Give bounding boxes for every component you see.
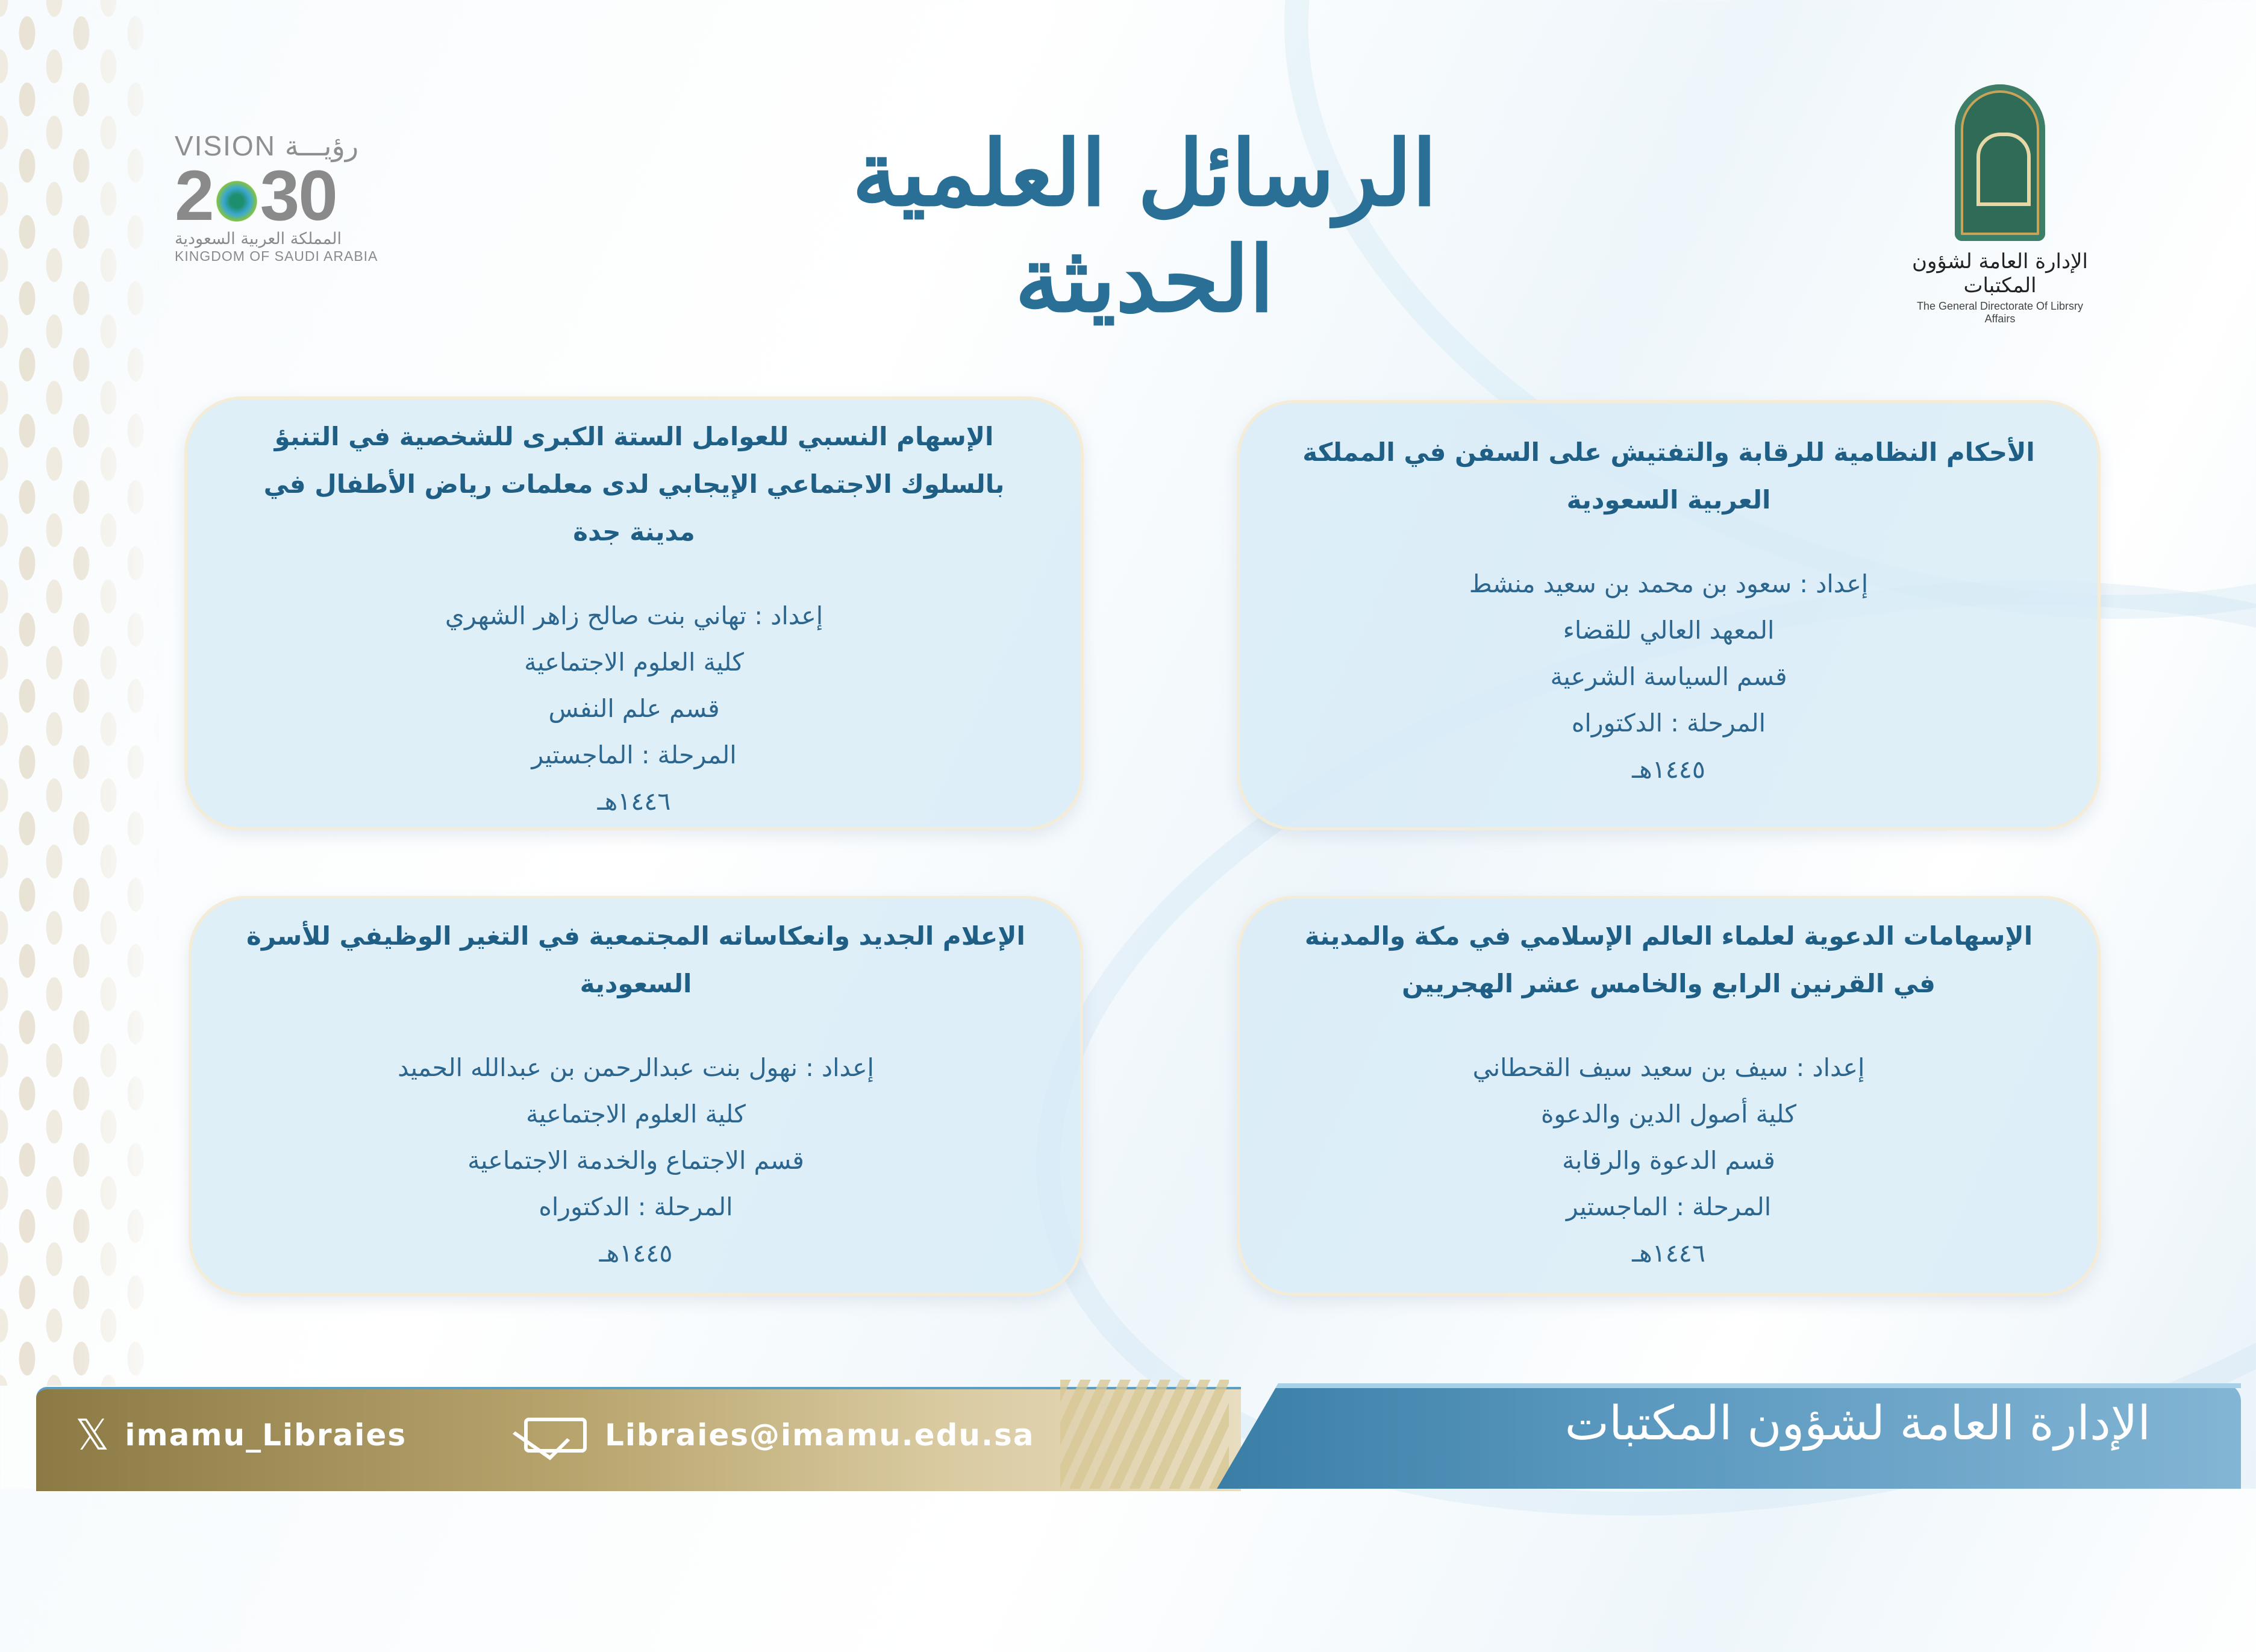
vision-logo-english: KINGDOM OF SAUDI ARABIA [175, 248, 378, 264]
thesis-department: قسم السياسة الشرعية [1550, 662, 1787, 691]
decorative-pattern [0, 0, 163, 1386]
twitter-link[interactable] [75, 1411, 407, 1459]
thesis-card [1237, 400, 2101, 830]
thesis-year: ١٤٤٥هـ [1632, 755, 1705, 784]
thesis-stage: المرحلة : الدكتوراه [1571, 709, 1766, 737]
vision-logo-arabic: المملكة العربية السعودية [175, 230, 342, 248]
university-logo-english: The General Directorate Of Librsry Affairs [1916, 300, 2084, 325]
page-title: الرسائل العلمية الحديثة [852, 120, 1437, 333]
thesis-card [189, 896, 1083, 1296]
thesis-department: قسم علم النفس [548, 694, 720, 723]
thesis-title: الإسهام النسبي للعوامل الستة الكبرى للشخصية في التنبؤ بالسلوك الاجتماعي الإيجابي لدى معلمات رياض الأطفال في مدينة جدة [263, 422, 1005, 546]
thesis-college: كلية العلوم الاجتماعية [524, 648, 744, 677]
thesis-year: ١٤٤٦هـ [597, 787, 671, 816]
thesis-author: إعداد : نهول بنت عبدالرحمن بن عبدالله الحميد [398, 1053, 874, 1082]
thesis-college: كلية العلوم الاجتماعية [526, 1100, 746, 1128]
x-logo-icon: 𝕏 [75, 1410, 110, 1460]
footer-brand-name: الإدارة العامة لشؤون المكتبات [1564, 1397, 2151, 1451]
thesis-department: قسم الدعوة والرقابة [1562, 1146, 1775, 1175]
thesis-title: الإسهامات الدعوية لعلماء العالم الإسلامي في مكة والمدينة في القرنين الرابع والخامس عشر الهجريين [1304, 921, 2033, 998]
thesis-author: إعداد : سيف بن سعيد سيف القحطاني [1472, 1053, 1865, 1082]
thesis-author: إعداد : تهاني بنت صالح زاهر الشهري [445, 601, 823, 630]
email-address: Libraies@imamu.edu.sa [605, 1418, 1035, 1453]
thesis-department: قسم الاجتماع والخدمة الاجتماعية [467, 1146, 804, 1175]
thesis-stage: المرحلة : الماجستير [1566, 1192, 1772, 1221]
thesis-year: ١٤٤٥هـ [599, 1239, 673, 1268]
thesis-title: الإعلام الجديد وانعكاساته المجتمعية في التغير الوظيفي للأسرة السعودية [246, 921, 1025, 998]
thesis-card [184, 396, 1084, 830]
thesis-title: الأحكام النظامية للرقابة والتفتيش على السفن في المملكة العربية السعودية [1302, 437, 2035, 515]
university-logo-arabic: الإدارة العامة لشؤون المكتبات [1912, 249, 2088, 298]
twitter-handle: imamu_Libraies [125, 1418, 407, 1453]
thesis-college: كلية أصول الدين والدعوة [1540, 1100, 1797, 1128]
vision-logo-number: 2 30 [175, 156, 337, 236]
thesis-college: المعهد العالي للقضاء [1563, 616, 1775, 645]
university-logo [1904, 84, 2096, 325]
thesis-year: ١٤٤٦هـ [1632, 1239, 1705, 1268]
thesis-stage: المرحلة : الماجستير [531, 740, 737, 769]
palm-emblem-icon [213, 178, 260, 225]
email-link[interactable] [524, 1411, 1034, 1459]
vision-logo-top: VISION رؤيـــة [175, 130, 359, 161]
footer-decoration [1060, 1380, 1229, 1489]
vision-2030-logo [175, 130, 416, 274]
university-emblem-icon [1955, 84, 2045, 241]
thesis-stage: المرحلة : الدكتوراه [539, 1192, 733, 1221]
thesis-card [1237, 896, 2101, 1296]
envelope-icon [524, 1418, 587, 1453]
thesis-author: إعداد : سعود بن محمد بن سعيد منشط [1469, 569, 1869, 598]
